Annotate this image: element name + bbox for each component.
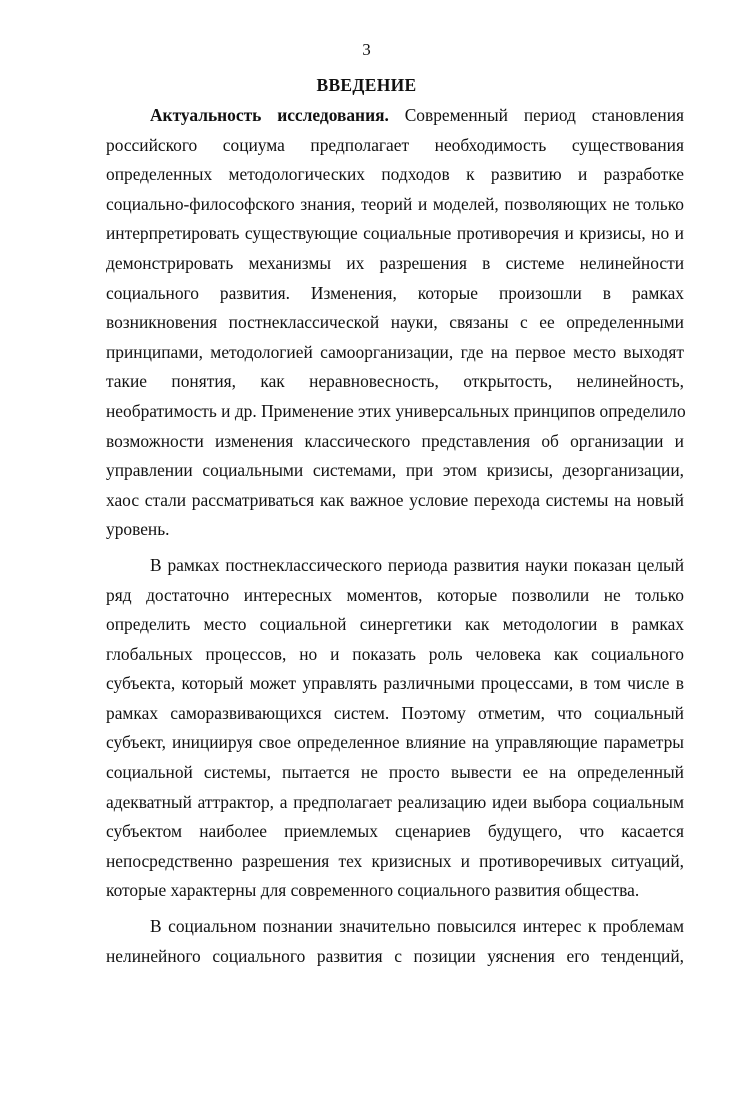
text-line: определить место социальной синергетики как методологии в рамках [106, 614, 684, 635]
text-line: принципами, методологией самоорганизации, где на первое место выходят [106, 341, 684, 362]
text-line: возникновения постнеклассической науки, связаны с ее определенными [106, 312, 684, 333]
text-line: интерпретировать существующие социальные противоречия и кризисы, но и [106, 223, 684, 244]
text-line: социальной системы, пытается не просто вывести ее на определенный [106, 762, 684, 783]
page-number: 3 [362, 40, 371, 59]
text-line: В социальном познании значительно повысился интерес к проблемам [150, 916, 684, 937]
paragraph-2 [106, 551, 684, 906]
text-line: российского социума предполагает необходимость существования [106, 134, 684, 155]
text-line: Актуальность исследования. Современный период становления [150, 105, 684, 125]
text-line: глобальных процессов, но и показать роль человека как социального [106, 643, 684, 664]
text-line: В рамках постнеклассического периода развития науки показан целый [150, 554, 684, 575]
text-line: рамках саморазвивающихся систем. Поэтому отметим, что социальный [106, 702, 684, 723]
text-line: такие понятия, как неравновесность, открытость, нелинейность, [106, 371, 684, 392]
text-line: субъектом наиболее приемлемых сценариев будущего, что касается [106, 821, 684, 842]
paragraph-1 [106, 101, 684, 545]
paragraph-3 [106, 912, 684, 971]
body-text [106, 101, 684, 971]
text-line: которые характерны для современного социального развития общества. [106, 880, 640, 901]
text-line: субъекта, который может управлять различными процессами, в том числе в [106, 673, 684, 694]
text-line: непосредственно разрешения тех кризисных и противоречивых ситуаций, [106, 850, 684, 871]
text-line: демонстрировать механизмы их разрешения в системе нелинейности [106, 252, 684, 273]
text-line: определенных методологических подходов к развитию и разработке [106, 164, 684, 185]
text-line: необратимость и др. Применение этих универсальных принципов определило [106, 400, 686, 421]
text-line: управлении социальными системами, при этом кризисы, дезорганизации, [106, 460, 684, 481]
text-line: адекватный аттрактор, а предполагает реализацию идеи выбора социальным [106, 791, 684, 812]
text-line: ряд достаточно интересных моментов, которые позволили не только [106, 584, 684, 605]
text-line: социального развития. Изменения, которые произошли в рамках [106, 282, 684, 303]
lead-heading: Актуальность исследования. [150, 105, 389, 125]
text-line: социально-философского знания, теорий и моделей, позволяющих не только [106, 193, 684, 214]
text-line: уровень. [106, 519, 170, 540]
page-title: ВВЕДЕНИЕ [316, 75, 417, 95]
text-line: нелинейного социального развития с позиции уяснения его тенденций, [106, 945, 684, 966]
text-line: возможности изменения классического представления об организации и [106, 430, 684, 451]
text-line: субъект, инициируя свое определенное влияние на управляющие параметры [106, 732, 684, 753]
text-line: хаос стали рассматриваться как важное условие перехода системы на новый [106, 489, 684, 510]
